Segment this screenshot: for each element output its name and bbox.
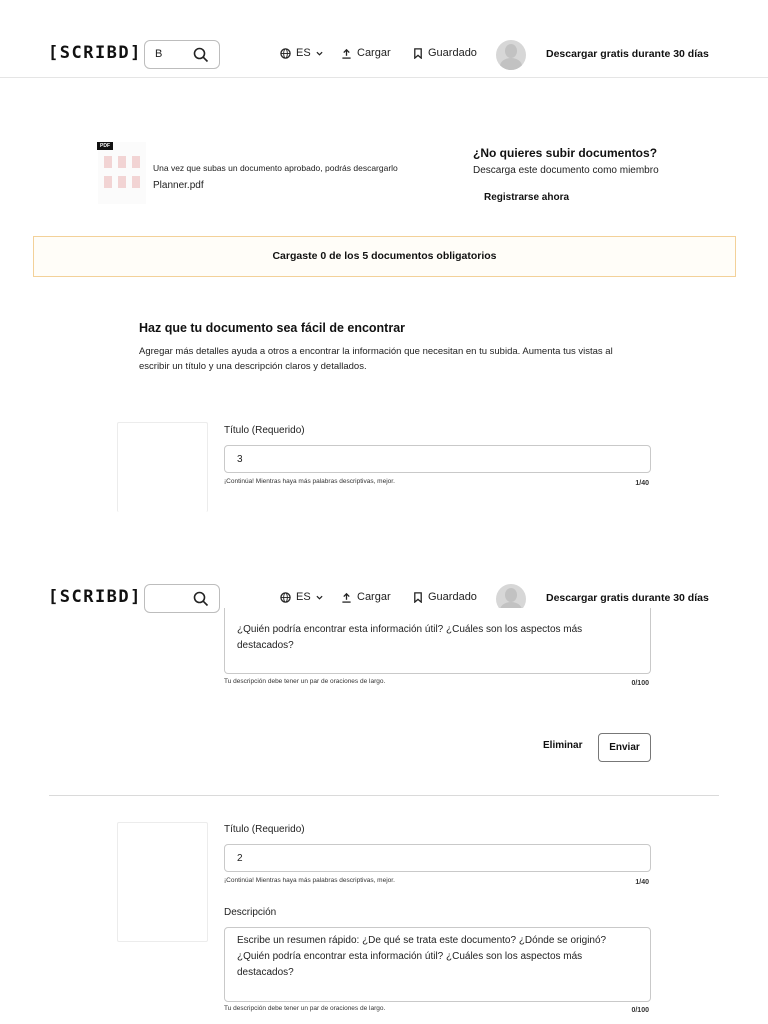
scribd-logo[interactable]: [SCRIBD] (48, 587, 142, 607)
section-title: Haz que tu documento sea fácil de encontrar (139, 321, 406, 335)
language-selector[interactable] (280, 47, 323, 59)
no-upload-title: ¿No quieres subir documentos? (473, 146, 658, 160)
upload-progress-banner (33, 236, 736, 277)
title-input[interactable] (224, 844, 651, 872)
top-header (0, 0, 768, 78)
upload-label: Cargar (357, 591, 391, 603)
title-hint: ¡Continúa! Mientras haya más palabras descriptivas, mejor. (224, 877, 395, 884)
free-trial-link[interactable]: Descargar gratis durante 30 días (546, 48, 709, 60)
globe-icon (280, 48, 291, 59)
user-avatar[interactable] (496, 40, 526, 70)
saved-link[interactable] (413, 591, 477, 603)
description-placeholder: Escribe un resumen rápido: ¿De qué se trata este documento? ¿Dónde se originó? ¿Quién podría encontrar esta información útil? ¿Cuáles son los aspectos más destacados? (237, 935, 607, 978)
title-char-count: 1/40 (635, 480, 649, 487)
bookmark-icon (413, 592, 423, 603)
upload-icon (341, 592, 352, 603)
upload-icon (341, 48, 352, 59)
section-subtitle: Agregar más detalles ayuda a otros a encontrar la información que necesitan en tu subida. Aumenta tus vistas al escribir un título y una descripción claros y detallados. (139, 346, 613, 372)
upload-label: Cargar (357, 47, 391, 59)
upload-link[interactable] (341, 591, 391, 603)
download-after-upload-text: Una vez que subas un documento aprobado, podrás descargarlo (153, 163, 398, 173)
delete-button[interactable]: Eliminar (543, 740, 583, 751)
saved-label: Guardado (428, 591, 477, 603)
language-label: ES (296, 591, 311, 603)
search-input[interactable] (144, 40, 220, 69)
description-char-count: 0/100 (631, 1007, 649, 1014)
chevron-down-icon (316, 594, 323, 601)
send-button[interactable]: Enviar (598, 733, 651, 762)
scribd-logo[interactable]: [SCRIBD] (48, 43, 142, 63)
search-icon[interactable] (193, 47, 209, 63)
document-preview (117, 822, 208, 942)
document-preview (117, 422, 208, 512)
language-selector[interactable] (280, 591, 323, 603)
globe-icon (280, 592, 291, 603)
description-label: Descripción (224, 907, 277, 918)
title-input[interactable] (224, 445, 651, 473)
planner-thumbnail (98, 142, 146, 204)
saved-label: Guardado (428, 47, 477, 59)
search-typed-text: B (155, 48, 163, 60)
search-input[interactable] (144, 584, 220, 613)
upload-link[interactable] (341, 47, 391, 59)
description-hint: Tu descripción debe tener un par de oraciones de largo. (224, 1005, 386, 1012)
description-input[interactable] (224, 608, 651, 674)
description-placeholder: ¿Quién podría encontrar esta información útil? ¿Cuáles son los aspectos más destacados? (237, 624, 583, 651)
title-label: Título (Requerido) (224, 824, 305, 835)
title-input-value: 2 (237, 853, 243, 864)
title-hint: ¡Continúa! Mientras haya más palabras descriptivas, mejor. (224, 478, 395, 485)
description-char-count: 0/100 (631, 680, 649, 687)
file-name: Planner.pdf (153, 180, 204, 191)
description-input[interactable] (224, 927, 651, 1002)
title-char-count: 1/40 (635, 879, 649, 886)
no-upload-text: Descarga este documento como miembro (473, 165, 659, 176)
section-divider (49, 795, 719, 796)
free-trial-link[interactable]: Descargar gratis durante 30 días (546, 592, 709, 604)
pdf-badge: PDF (97, 142, 113, 150)
title-input-value: 3 (237, 454, 243, 465)
saved-link[interactable] (413, 47, 477, 59)
search-icon[interactable] (193, 591, 209, 607)
chevron-down-icon (316, 50, 323, 57)
bookmark-icon (413, 48, 423, 59)
description-hint: Tu descripción debe tener un par de oraciones de largo. (224, 678, 386, 685)
register-now-link[interactable]: Registrarse ahora (484, 192, 570, 203)
upload-progress-text: Cargaste 0 de los 5 documentos obligatorios (272, 250, 497, 262)
title-label: Título (Requerido) (224, 425, 305, 436)
language-label: ES (296, 47, 311, 59)
